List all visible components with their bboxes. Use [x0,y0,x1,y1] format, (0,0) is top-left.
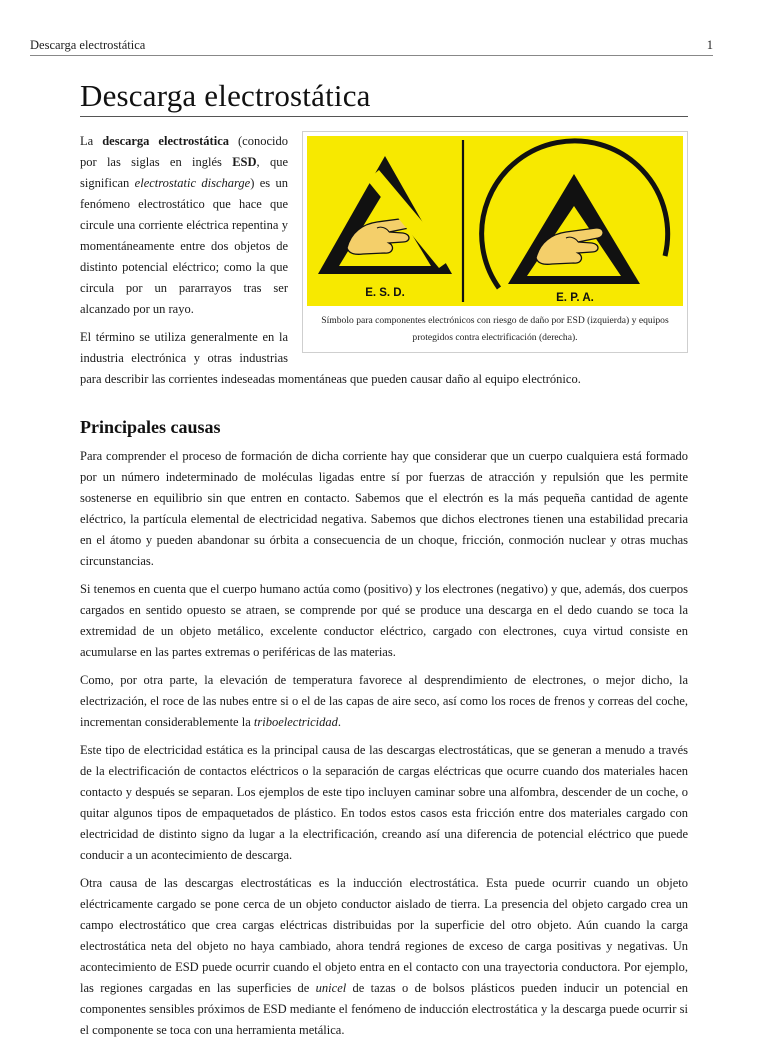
intro-paragraph-2: El término se utiliza generalmente en la industria electrónica y otras industrias para describir las corrientes indeseadas momentáneas que pueden causar daño al equipo electrónico. [80,330,581,386]
section-paragraph-1: Para comprender el proceso de formación de dicha corriente hay que considerar que un cuerpo cualquiera está formado por un número indeterminado de moléculas ligadas entre sí por fuerzas de atracción y repulsión que les permite sostenerse en equilibrio sin que entren en contacto. Sabemos que el electrón es la más pequeña cantidad de agente eléctrico, la partícula elemental de electricidad negativa. Sabemos que dichos electrones tienen una estabilidad precaria en el átomo y pueden abandonar su órbita a consecuencia de un choque, fricción, conmoción nuclear y otras muchas circunstancias. [80,449,688,568]
running-title: Descarga electrostática [30,38,146,52]
term-triboelectricidad: triboelectricidad [253,715,338,729]
term-english: electrostatic discharge [134,176,251,190]
intro-section [80,131,688,390]
section-heading: Principales causas [80,417,221,437]
page-number: 1 [706,38,713,52]
section-paragraph-2: Si tenemos en cuenta que el cuerpo humano actúa como (positivo) y los electrones (negativo) y que, además, dos cuerpos cargados en sentido opuesto se atraen, se comprende por qué se produce una descarga en el dedo cuando se toca la extremidad de un objeto metálico, excelente conductor eléctrico, cargado con electrones, cuya virtud consiste en acumularse en las partes extremas o periféricas de las materias. [80,582,688,659]
label-epa: E. P. A. [556,292,594,304]
esd-figure [302,131,688,353]
term-esd: ESD [232,155,257,169]
esd-symbols-image [307,136,683,306]
running-header [30,38,713,56]
section-paragraph-4: Este tipo de electricidad estática es la principal causa de las descargas electrostáticas, que se generan a menudo a través de la electrificación de contactos eléctricos o la separación de cargas eléctricas que ocurre cuando dos materiales hacen contacto y después se separan. Los ejemplos de este tipo incluyen caminar sobre una alfombra, descender de un coche, o quitar algunos tipos de empaquetados de plástico. En todos estos casos esta fricción entre dos materiales cargado con electricidad de distinto signo da lugar a la electrificación, creando así una diferencia de potencial eléctrico que puede conducir a un acontecimiento de descarga. [80,743,688,862]
article [80,78,688,1048]
label-esd: E. S. D. [365,287,405,299]
page-title: Descarga electrostática [80,78,688,117]
figure-caption: Símbolo para componentes electrónicos con riesgo de daño por ESD (izquierda) y equipos protegidos contra electrificación (derecha). [321,315,669,343]
section-paragraph-3: Como, por otra parte, la elevación de temperatura favorece al desprendimiento de electrones, o mejor dicho, la electrización, el roce de las nubes entre si o el de las capas de aire seco, así como los roces de frenos y correas del coche, incrementan considerablemente la triboelectricidad. [80,673,688,729]
term-descarga: descarga electrostática [102,134,229,148]
intro-paragraph-1: La descarga electrostática (conocido por las siglas en inglés ESD, que significan electrostatic discharge) es un fenómeno electrostático que hace que circule una corriente eléctrica repentina y momentáneamente entre dos objetos de distinto potencial eléctrico; como la que circula por un pararrayos tras ser alcanzado por un rayo. [80,134,289,316]
term-unicel: unicel [315,981,347,995]
section-paragraph-5: Otra causa de las descargas electrostáticas es la inducción electrostática. Esta puede ocurrir cuando un objeto eléctricamente cargado se pone cerca de un objeto conductor aislado de tierra. La presencia del objeto cargado crea un campo electrostático que crea cargas eléctricas distribuidas por la superficie del otro objeto. Aún cuando la carga electrostática neta del objeto no haya cambiado, ahora tendrá regiones de exceso de carga positivas y negativas. Un acontecimiento de ESD puede ocurrir cuando el objeto entra en el contacto con una trayectoria conductora. Por ejemplo, las regiones cargadas en las superficies de unicel de tazas o de bolsos plásticos pueden inducir un potencial en componentes sensibles próximos de ESD mediante el fenómeno de inducción electrostática y la descarga puede ocurrir si el componente se toca con una herramienta metálica. [80,876,688,1037]
